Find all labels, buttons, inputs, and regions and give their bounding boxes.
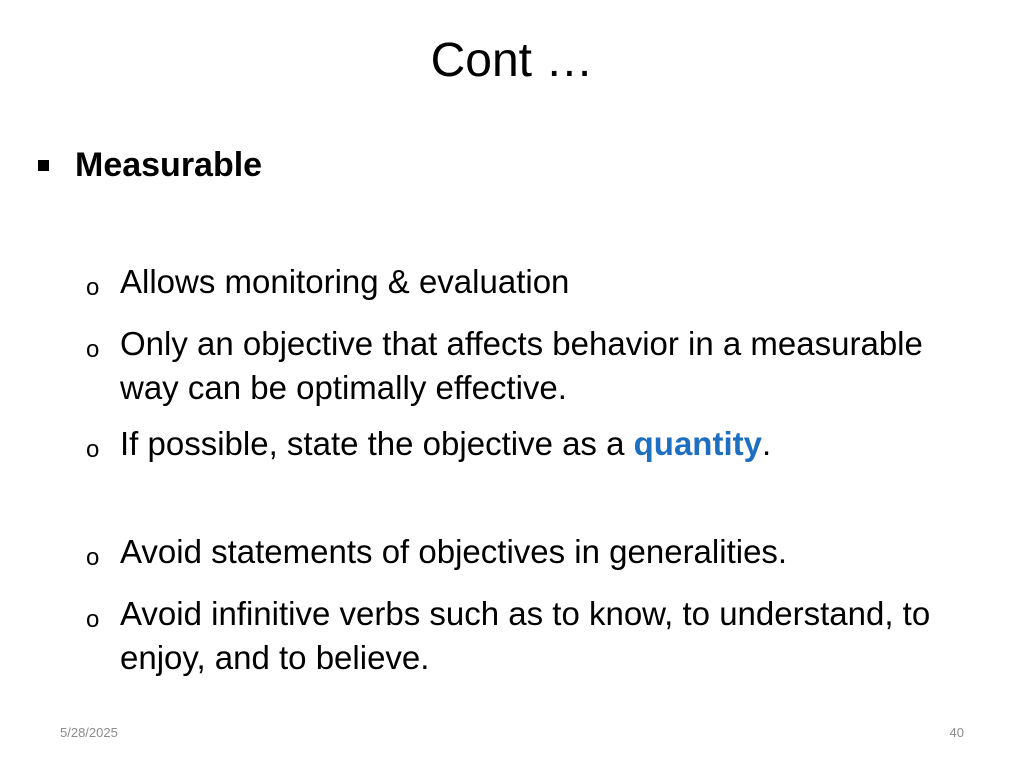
list-item-text-after: . (761, 425, 772, 462)
list-item-text: Only an objective that affects behavior in a measurable way can be optimally effective. (120, 325, 923, 406)
footer-date: 5/28/2025 (60, 725, 118, 740)
list-item-text: Avoid infinitive verbs such as to know, to understand, to enjoy, and to believe. (120, 595, 931, 676)
list-item-text-before: If possible, state the objective as a (120, 425, 634, 462)
sub-bullet-list-group-2 (86, 530, 986, 692)
list-item (86, 422, 986, 472)
circle-bullet-icon: o (86, 544, 100, 571)
list-item-text: Allows monitoring & evaluation (120, 263, 570, 300)
circle-bullet-icon: o (86, 436, 100, 463)
list-item-text: Avoid statements of objectives in generalities. (120, 533, 788, 570)
list-item (86, 260, 986, 310)
highlighted-word: quantity (633, 425, 762, 462)
slide-title: Cont … (430, 34, 594, 87)
list-item (86, 530, 986, 580)
main-bullet-label: Measurable (75, 146, 263, 184)
circle-bullet-icon: o (86, 274, 100, 301)
list-item-text (120, 422, 986, 466)
list-item (86, 322, 986, 410)
slide-number: 40 (949, 725, 964, 740)
circle-bullet-icon: o (86, 336, 100, 363)
list-item (86, 592, 986, 680)
main-bullet (38, 146, 262, 185)
square-bullet-icon (38, 160, 49, 171)
sub-bullet-list-group-1 (86, 260, 986, 484)
circle-bullet-icon: o (86, 606, 100, 633)
